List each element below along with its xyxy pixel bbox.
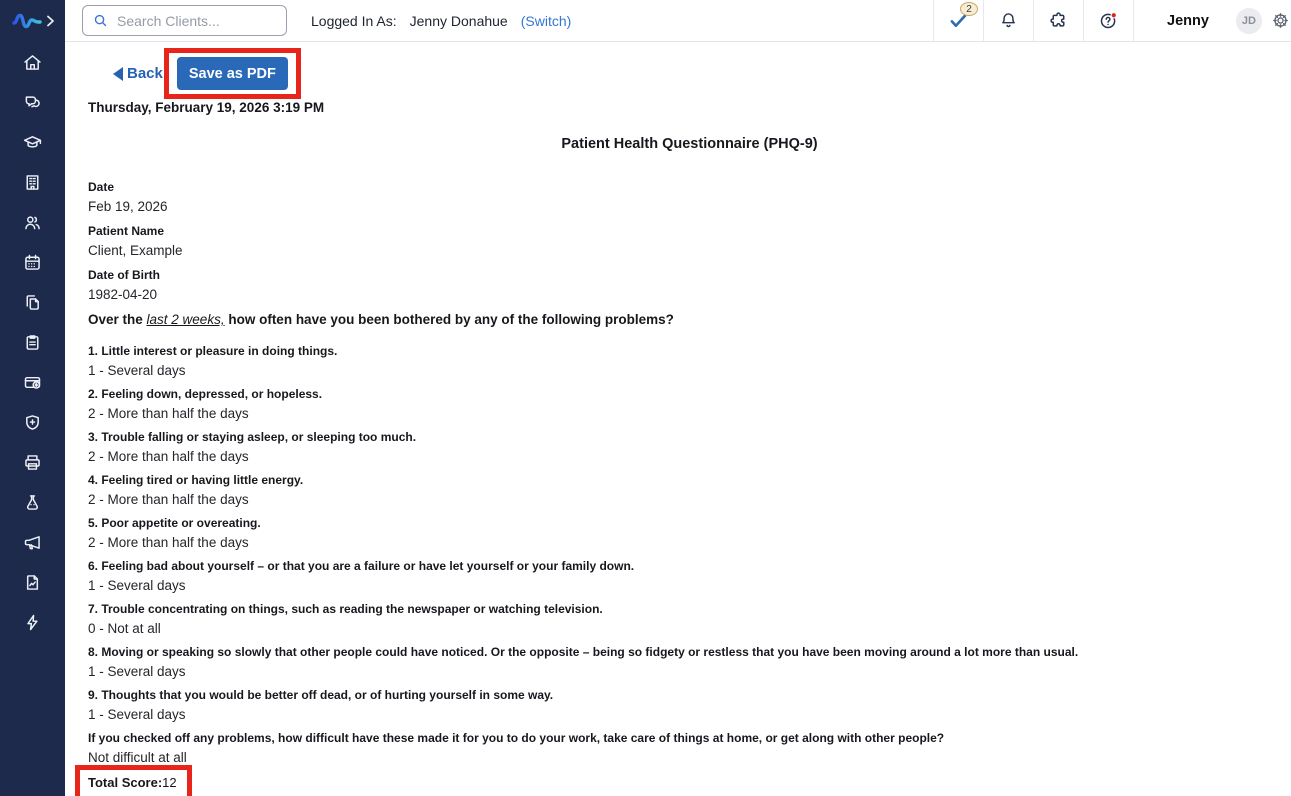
question-text: 3. Trouble falling or staying asleep, or sleeping too much. [88, 430, 417, 444]
search-input[interactable] [117, 13, 276, 29]
client-search-box[interactable] [82, 5, 287, 36]
question-block [88, 689, 1291, 722]
sidebar-item-notes[interactable] [0, 322, 65, 362]
question-text: 5. Poor appetite or overeating. [88, 516, 261, 530]
question-block [88, 646, 1291, 679]
search-icon [93, 13, 108, 28]
question-answer: 1 - Several days [88, 707, 186, 722]
patient-fields [88, 181, 1291, 302]
labs-flask-icon [22, 492, 43, 513]
help-question-icon [1098, 10, 1119, 31]
reports-document-icon [22, 572, 43, 593]
clients-people-icon [22, 212, 43, 233]
sidebar-item-education[interactable] [0, 122, 65, 162]
field-value: 1982-04-20 [88, 287, 158, 302]
notes-clipboard-icon [22, 332, 43, 353]
sidebar-nav [0, 42, 65, 642]
sidebar [0, 0, 65, 796]
question-answer: 0 - Not at all [88, 621, 161, 636]
settings-gear-icon [1271, 11, 1290, 30]
total-score-label: Total Score: [88, 775, 163, 790]
integrations-puzzle-icon [1048, 10, 1069, 31]
field-label: Date [88, 180, 115, 194]
chevron-right-icon[interactable] [46, 15, 55, 27]
home-icon [22, 52, 43, 73]
question-answer: 1 - Several days [88, 363, 186, 378]
field-value: Client, Example [88, 243, 183, 258]
sidebar-item-print[interactable] [0, 442, 65, 482]
documents-icon [22, 292, 43, 313]
intro-prefix: Over the [88, 312, 147, 327]
print-icon [22, 452, 43, 473]
total-score-value: 12 [162, 775, 177, 790]
question-text: 9. Thoughts that you would be better off dead, or of hurting yourself in some way. [88, 688, 554, 702]
sidebar-item-home[interactable] [0, 42, 65, 82]
billing-card-icon [22, 372, 43, 393]
question-block [88, 388, 1291, 421]
topbar [65, 0, 1291, 42]
sidebar-item-insurance[interactable] [0, 402, 65, 442]
question-text: 8. Moving or speaking so slowly that other people could have noticed. Or the opposite – being so fidgety or restless that you have been moving around a lot more than usual. [88, 645, 1079, 659]
intro-text [88, 313, 1291, 327]
question-text: 4. Feeling tired or having little energy. [88, 473, 304, 487]
tasks-button[interactable] [933, 0, 983, 41]
sidebar-item-labs[interactable] [0, 482, 65, 522]
user-area [1133, 0, 1291, 41]
switch-user-link[interactable]: (Switch) [520, 12, 572, 29]
marketing-megaphone-icon [22, 532, 43, 553]
user-first-name: Jenny [1167, 12, 1209, 29]
logged-in-label: Logged In As: [311, 12, 397, 29]
sidebar-item-billing[interactable] [0, 362, 65, 402]
sidebar-item-messages[interactable] [0, 82, 65, 122]
messages-icon [22, 92, 43, 113]
logged-in-as [311, 0, 571, 41]
question-text: 2. Feeling down, depressed, or hopeless. [88, 387, 323, 401]
calendar-icon [22, 252, 43, 273]
question-answer: 1 - Several days [88, 664, 186, 679]
question-answer: 2 - More than half the days [88, 535, 249, 550]
annotation-box-save-pdf [164, 48, 301, 99]
automations-lightning-icon [22, 612, 43, 633]
actions-row [88, 48, 1291, 99]
field-value: Feb 19, 2026 [88, 199, 168, 214]
main-area [65, 0, 1291, 796]
help-button[interactable] [1083, 0, 1133, 41]
pulse-logo-icon [11, 11, 43, 31]
question-block [88, 560, 1291, 593]
sidebar-item-marketing[interactable] [0, 522, 65, 562]
practice-building-icon [22, 172, 43, 193]
logo-area [0, 0, 65, 42]
integrations-button[interactable] [1033, 0, 1083, 41]
field-date-of-birth [88, 269, 1291, 302]
back-button[interactable] [113, 65, 163, 82]
question-text: 7. Trouble concentrating on things, such as reading the newspaper or watching television. [88, 602, 603, 616]
field-patient-name [88, 225, 1291, 258]
difficulty-question: If you checked off any problems, how difficult have these made it for you to do your work, take care of things at home, or get along with other people? [88, 731, 945, 745]
intro-suffix: how often have you been bothered by any of the following problems? [224, 312, 674, 327]
question-block [88, 603, 1291, 636]
save-as-pdf-button[interactable]: Save as PDF [177, 57, 288, 90]
sidebar-item-clients[interactable] [0, 202, 65, 242]
settings-button[interactable] [1271, 11, 1290, 30]
sidebar-item-documents[interactable] [0, 282, 65, 322]
field-label: Date of Birth [88, 268, 160, 282]
question-text: 6. Feeling bad about yourself – or that you are a failure or have let yourself or your family down. [88, 559, 635, 573]
difficulty-answer: Not difficult at all [88, 750, 187, 765]
document-view [65, 42, 1291, 796]
question-block [88, 345, 1291, 378]
intro-underlined: last 2 weeks, [146, 312, 225, 327]
notifications-button[interactable] [983, 0, 1033, 41]
question-answer: 2 - More than half the days [88, 449, 249, 464]
question-block [88, 474, 1291, 507]
question-block [88, 431, 1291, 464]
tasks-count-badge: 2 [960, 2, 978, 16]
question-answer: 1 - Several days [88, 578, 186, 593]
note-datetime: Thursday, February 19, 2026 3:19 PM [88, 100, 325, 115]
back-arrow-icon [113, 67, 123, 81]
total-score [88, 775, 177, 790]
question-block [88, 517, 1291, 550]
avatar[interactable]: JD [1236, 8, 1262, 34]
topbar-actions [933, 0, 1291, 41]
field-date [88, 181, 1291, 214]
sidebar-item-practice[interactable] [0, 162, 65, 202]
notifications-bell-icon [998, 10, 1019, 31]
difficulty-block [88, 732, 1291, 765]
sidebar-item-automations[interactable] [0, 602, 65, 642]
logged-in-user: Jenny Donahue [409, 12, 508, 29]
question-answer: 2 - More than half the days [88, 406, 249, 421]
sidebar-item-reports[interactable] [0, 562, 65, 602]
question-answer: 2 - More than half the days [88, 492, 249, 507]
insurance-shield-icon [22, 412, 43, 433]
question-text: 1. Little interest or pleasure in doing things. [88, 344, 338, 358]
education-cap-icon [22, 132, 43, 153]
sidebar-item-calendar[interactable] [0, 242, 65, 282]
field-label: Patient Name [88, 224, 165, 238]
questionnaire-title: Patient Health Questionnaire (PHQ-9) [561, 136, 818, 152]
back-label: Back [127, 65, 163, 82]
annotation-box-total-score [75, 765, 192, 796]
